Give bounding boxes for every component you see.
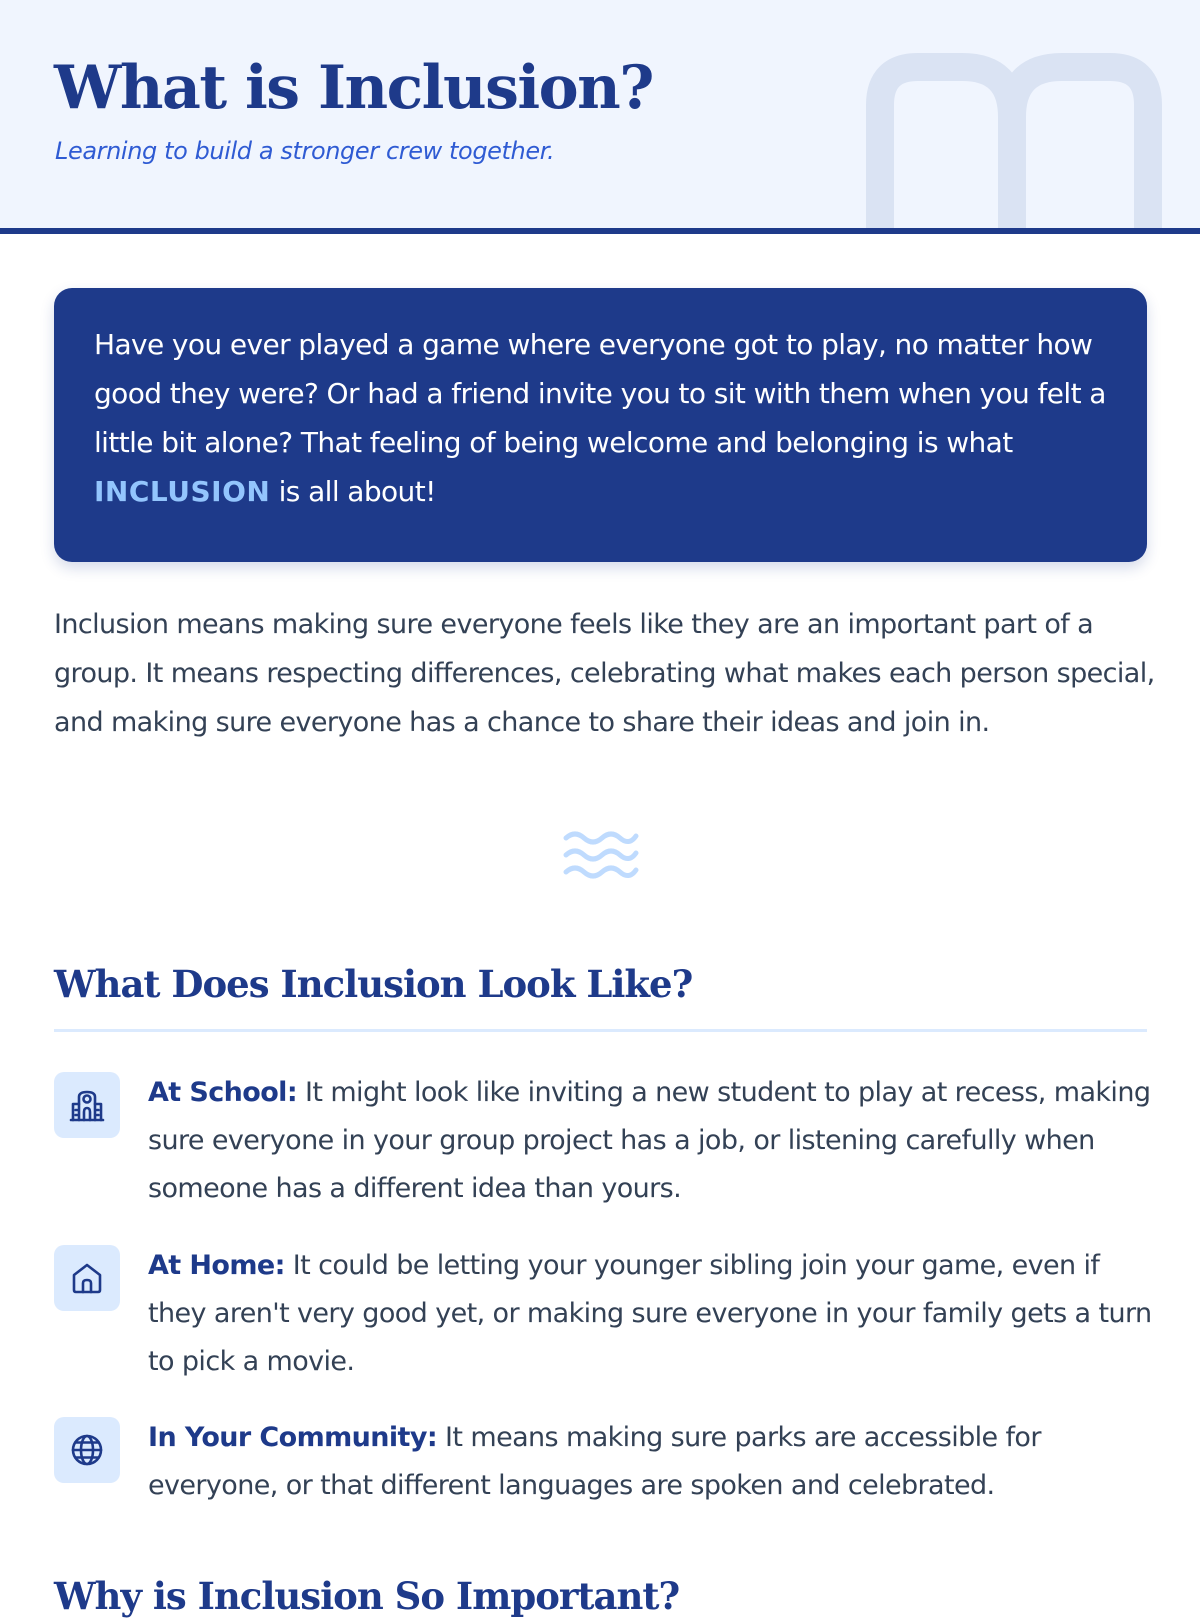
school-icon — [54, 1072, 120, 1138]
home-icon — [54, 1245, 120, 1311]
example-text-school — [148, 1069, 1158, 1213]
intro-text-tail: is all about! — [270, 475, 436, 508]
example-text-community — [148, 1414, 1158, 1510]
example-label-school: At School: — [148, 1077, 298, 1108]
page-header — [0, 0, 1200, 234]
wave-icon — [562, 826, 640, 884]
intro-text — [94, 320, 1107, 516]
intro-callout — [54, 288, 1147, 562]
section-heading-what-does-inclusion-look-like: What Does Inclusion Look Like? — [54, 962, 693, 1006]
section-heading-why-inclusion-important: Why is Inclusion So Important? — [54, 1574, 680, 1618]
definition-paragraph: Inclusion means making sure everyone feels like they are an important part of a group. It means respecting differences, celebrating what makes each person special, and making sure everyone has a chance to share their ideas and join in. — [54, 609, 1155, 738]
page-title: What is Inclusion? — [54, 53, 653, 123]
example-label-community: In Your Community: — [148, 1422, 438, 1453]
page-subtitle: Learning to build a stronger crew together. — [55, 137, 555, 165]
intro-highlight-word: INCLUSION — [94, 475, 271, 508]
globe-icon — [54, 1417, 120, 1483]
logo-m-icon — [866, 53, 1166, 234]
example-body-home: It could be letting your younger sibling join your game, even if they aren't very good yet, or making sure everyone in your family gets a turn to pick a movie. — [148, 1250, 1152, 1377]
example-body-community: It means making sure parks are accessible for everyone, or that different languages are spoken and celebrated. — [148, 1422, 1041, 1501]
example-text-home — [148, 1242, 1158, 1386]
intro-text-lead: Have you ever played a game where everyone got to play, no matter how good they were? Or had a friend invite you to sit with them when you felt a little bit alone? That feeling of being welcome and belonging is what — [94, 328, 1106, 459]
example-body-school: It might look like inviting a new student to play at recess, making sure everyone in your group project has a job, or listening carefully when someone has a different idea than yours. — [148, 1077, 1151, 1204]
section-divider — [54, 1029, 1147, 1032]
example-label-home: At Home: — [148, 1250, 285, 1281]
